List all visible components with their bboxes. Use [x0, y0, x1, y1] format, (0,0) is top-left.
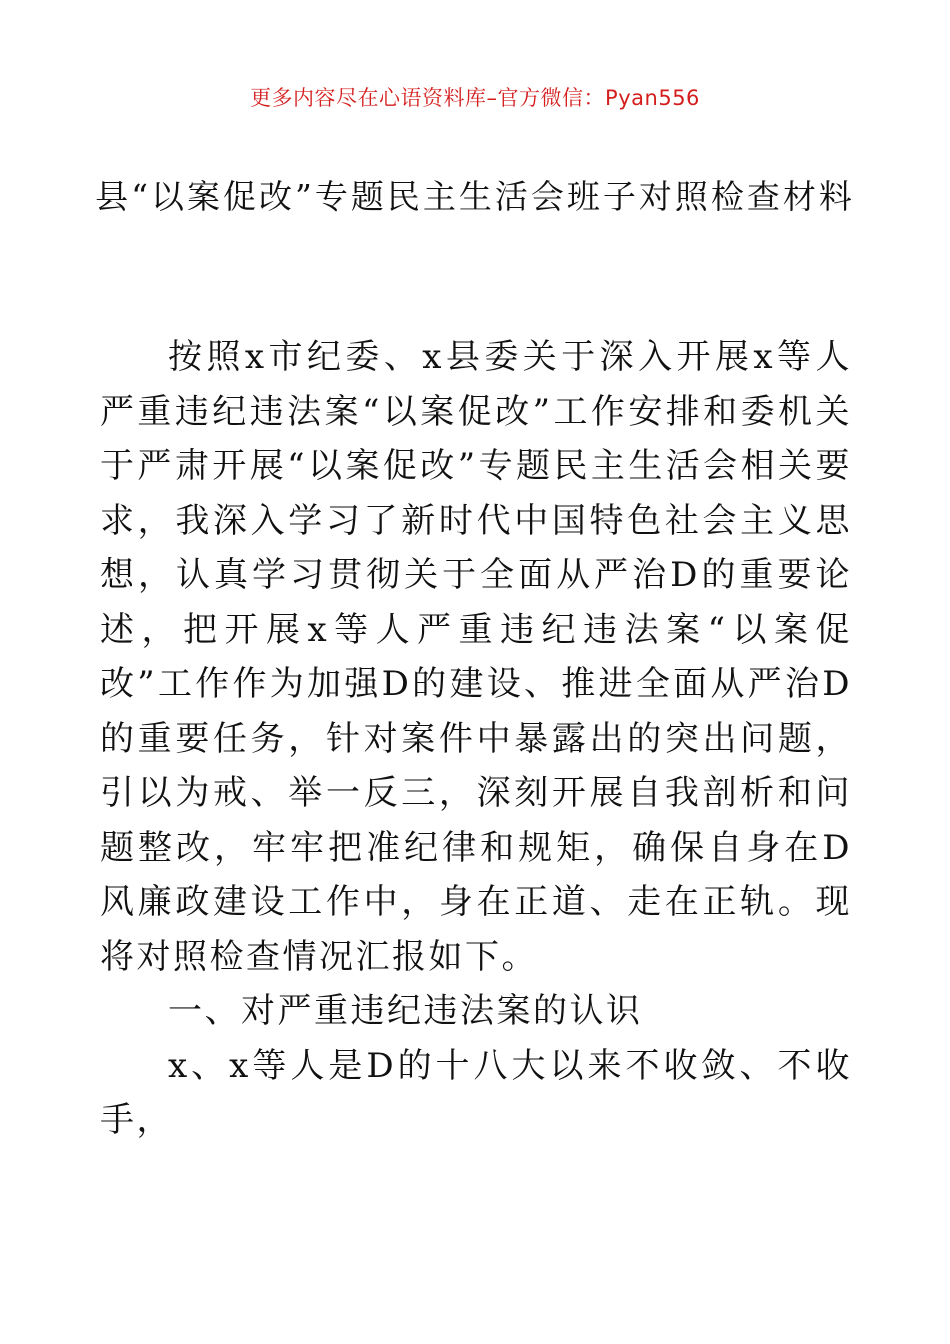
- document-body: [100, 330, 852, 1148]
- document-title: 县“以案促改”专题民主生活会班子对照检查材料: [95, 177, 855, 216]
- intro-paragraph: 按照x市纪委、x县委关于深入开展x等人严重违纪违法案“以案促改”工作安排和委机关于严肃开展“以案促改”专题民主生活会相关要求，我深入学习了新时代中国特色社会主义思想，认真学习贯彻关于全面从严治D的重要论述，把开展x等人严重违纪违法案“以案促改”工作作为加强D的建设、推进全面从严治D的重要任务，针对案件中暴露出的突出问题，引以为戒、举一反三，深刻开展自我剖析和问题整改，牢牢把准纪律和规矩，确保自身在D风廉政建设工作中，身在正道、走在正轨。现将对照检查情况汇报如下。: [100, 337, 852, 977]
- header-watermark-note: 更多内容尽在心语资料库–官方微信：Pyan556: [250, 86, 700, 110]
- section-heading-1: 一、对严重违纪违法案的认识: [168, 991, 643, 1031]
- section-paragraph-1: x、x等人是D的十八大以来不收敛、不收手，: [100, 1045, 852, 1140]
